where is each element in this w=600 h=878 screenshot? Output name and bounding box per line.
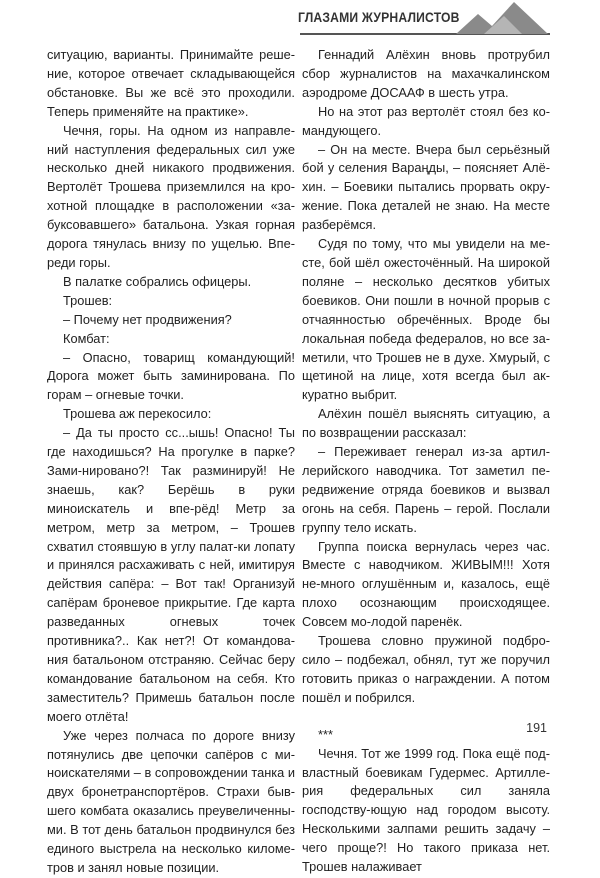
mountains-icon [456,0,548,34]
paragraph: Группа поиска вернулась через час. Вместе с наводчиком. ЖИВЫМ!!! Хотя не-много оглушённым и, казалось, ещё плохо осознающим происходящее. Совсем мо-лодой паренёк. [302,538,550,630]
paragraph: Трошева аж перекосило: [63,406,212,422]
paragraph: – Почему нет продвижения? [63,311,232,327]
paragraph: Алёхин пошёл выяснять ситуацию, а по возвращении рассказал: [302,406,550,441]
paragraph: Судя по тому, что мы увидели на ме-сте, бой шёл ожесточённый. На широкой поляне – несколько десятков убитых боевиков. Они пошли в ночной прорыв с отчаянностью обречённых. Вроде бы локальная победа федералов, но все за-метили, что Трошев не в духе. Хмурый, с щетиной на лице, хотя всегда был ак-куратно выбрит. [302,236,550,403]
paragraph: – Переживает генерал из-за артил-лерийского наводчика. Тот заметил пе-редвижение отряда боевиков и вызвал огонь на себя. Парень – герой. Послали группу тело искать. [302,444,550,535]
paragraph: Комбат: [63,330,110,346]
paragraph: Уже через полчаса по дороге внизу потянулись две цепочки сапёров с ми-ноискателями – в сопровождении танка и двух бронетранспортёров. Страхи быв-шего комбата оказались преувеличенны-ми. В тот день батальон продвинулся без единого выстрела на несколько киломе-тров и занял новые позиции. [47,727,295,875]
right-column [302,46,550,877]
paragraph: Геннадий Алёхин вновь протрубил сбор журналистов на махачкалинском аэродроме ДОСААФ в шесть утра. [302,47,550,100]
paragraph: Чечня. Тот же 1999 год. Пока ещё под-властный боевикам Гудермес. Артилле-рия федеральных сил заняла господству-ющую над городом высоту. Несколькими залпами решить задачу – чего проще?! Но такого приказа нет. Трошев налаживает [302,745,550,875]
paragraph: ситуацию, варианты. Принимайте реше-ние, которое отвечает складывающейся обстановке. Вы же всё это проходили. Теперь применяйте на практике». [47,47,295,119]
header-title: ГЛАЗАМИ ЖУРНАЛИСТОВ [298,10,460,25]
paragraph: Трошев: [63,292,113,308]
running-header [0,0,600,40]
paragraph: – Да ты просто сс...ышь! Опасно! Ты где находишься? На прогулке в парке? Зами-нировано?! Так разминируй! Не знаешь, как? Берёшь в руки миноискатель и впе-рёд! Метр за метром, метр за метром, – Трошев схватил стоявшую в углу палат-ки лопату и принялся расхаживать с ней, имитируя действия сапёра: – Вот так! Организуй сапёрам броневое прикрытие. Где карта разведанных огневых точек противника?.. Как нет?! От командова-ния батальоном отстраняю. Сейчас беру командование батальоном на себя. Кто заместитель? Примешь батальон после моего отлёта! [47,425,295,724]
left-column [47,46,295,878]
paragraph: – Опасно, товарищ командующий! Дорога может быть заминирована. По горам – огневые точки. [47,349,295,403]
paragraph: Чечня, горы. На одном из направле-ний наступления федеральных сил уже несколько дней никакого продвижения. Вертолёт Трошева приземлился на кро-хотной площадке в расположении «за-букcовавшего» батальона. Узкая горная дорога тянулась внизу по ущелью. Впе-реди горы. [47,122,295,270]
paragraph: – Он на месте. Вчера был серьёзный бой у селения Вараңды, – поясняет Алё-хин. – Боевики пытались прорвать окру-жение. Пока деталей не знаю. На месте разберёмся. [302,141,550,233]
paragraph: Трошева словно пружиной подбро-сило – подбежал, обнял, тут же поручил готовить приказ о награждении. А потом пошёл и побрился. [302,633,550,705]
paragraph: Но на этот раз вертолёт стоял без ко-мандующего. [302,103,550,138]
paragraph: *** [318,726,333,742]
page-number: 191 [526,721,547,735]
paragraph [302,708,550,726]
paragraph: В палатке собрались офицеры. [63,273,252,289]
